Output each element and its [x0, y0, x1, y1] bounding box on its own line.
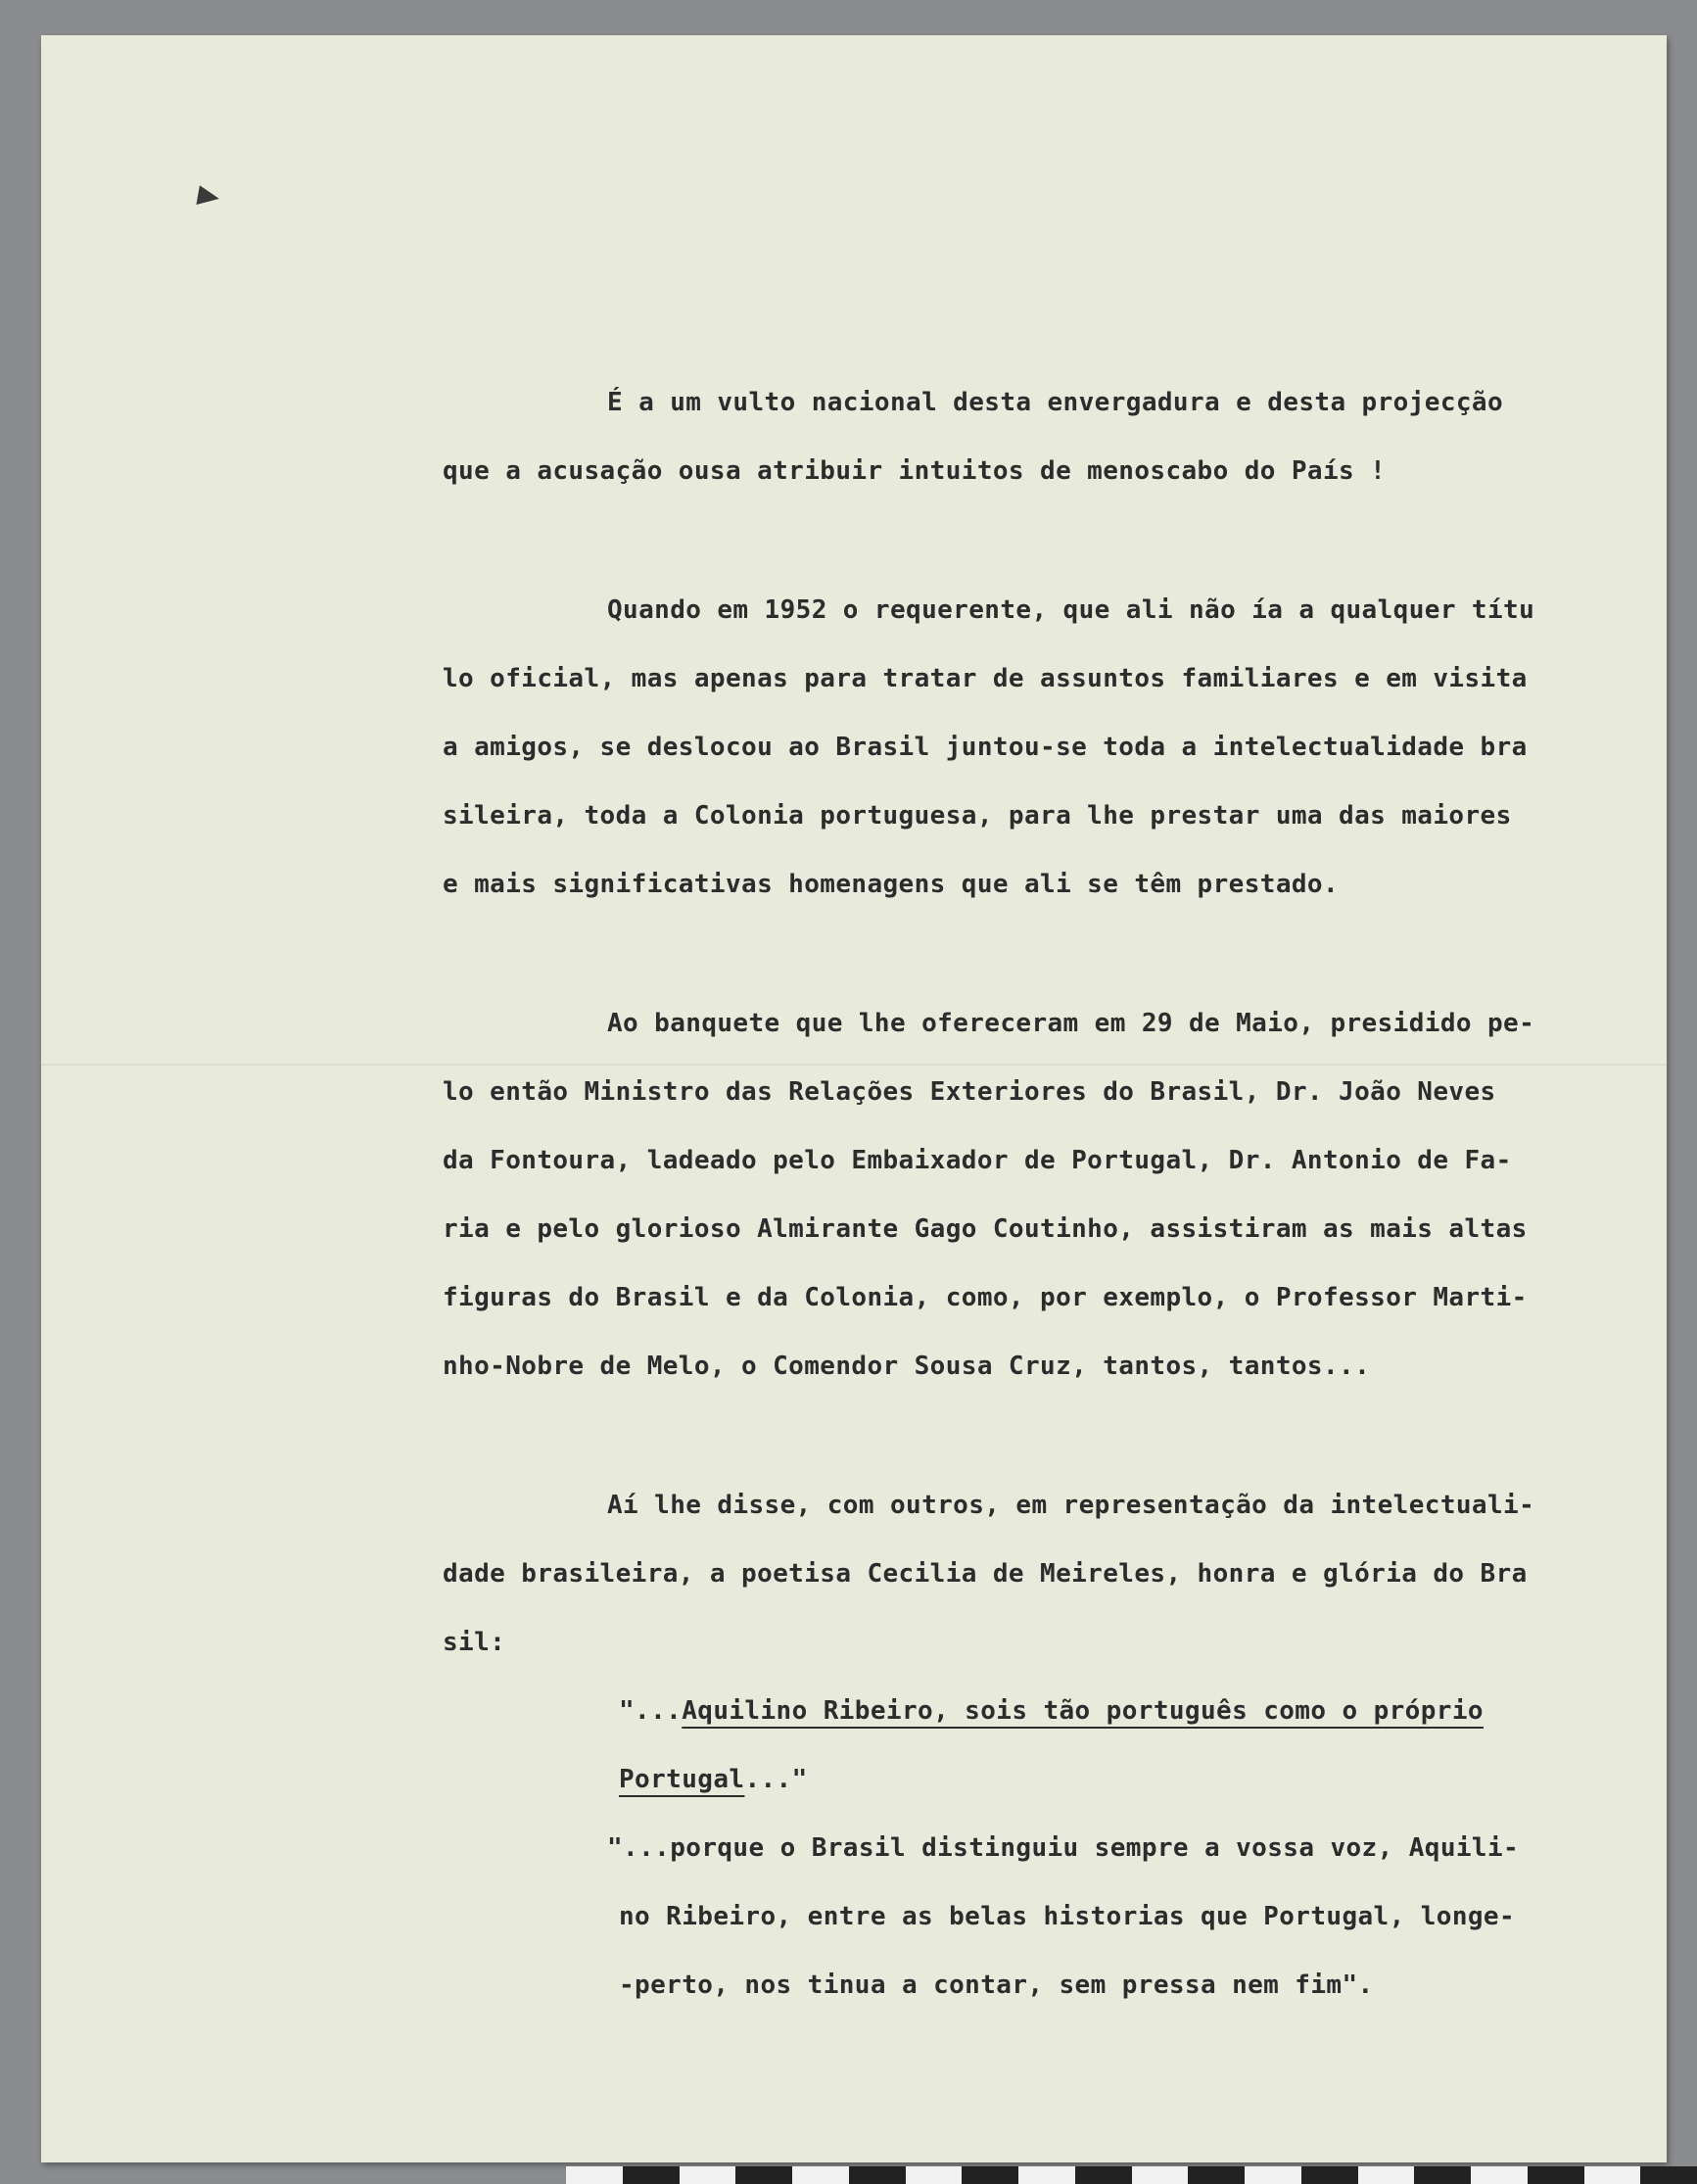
quote-underlined-text: Portugal: [619, 1765, 745, 1794]
text-line: da Fontoura, ladeado pelo Embaixador de Portugal, Dr. Antonio de Fa-: [443, 1146, 1512, 1175]
text-line: Quando em 1952 o requerente, que ali não ía a qualquer títu: [607, 595, 1535, 625]
margin-arrow-mark: [196, 185, 220, 209]
quote-1: [443, 1677, 1579, 1814]
quote-close: ...": [744, 1765, 808, 1794]
paragraph-2: [443, 576, 1579, 919]
quote-line: [443, 1745, 1579, 1814]
text-line: a amigos, se deslocou ao Brasil juntou-se toda a intelectualidade bra: [443, 733, 1528, 762]
quote-line: -perto, nos tinua a contar, sem pressa nem fim".: [619, 1970, 1374, 2000]
text-line: Ao banquete que lhe ofereceram em 29 de Maio, presidido pe-: [607, 1009, 1535, 1038]
document-page: [41, 35, 1667, 2162]
text-line: É a um vulto nacional desta envergadura e desta projecção: [607, 388, 1504, 417]
color-scale-strip: [566, 2166, 1697, 2184]
text-line: sileira, toda a Colonia portuguesa, para lhe prestar uma das maiores: [443, 801, 1512, 831]
text-line: dade brasileira, a poetisa Cecilia de Meireles, honra e glória do Bra: [443, 1559, 1528, 1589]
quote-2: [443, 1814, 1579, 2019]
document-body: [443, 368, 1579, 2019]
text-line: lo oficial, mas apenas para tratar de assuntos familiares e em visita: [443, 664, 1528, 693]
quote-line: [443, 1677, 1579, 1745]
text-line: sil:: [443, 1628, 506, 1657]
text-line: figuras do Brasil e da Colonia, como, por exemplo, o Professor Marti-: [443, 1283, 1528, 1312]
text-line: que a acusação ousa atribuir intuitos de menoscabo do País !: [443, 456, 1387, 486]
text-line: nho-Nobre de Melo, o Comendor Sousa Cruz, tantos, tantos...: [443, 1352, 1371, 1381]
paragraph-3: [443, 989, 1579, 1401]
text-line: lo então Ministro das Relações Exteriores do Brasil, Dr. João Neves: [443, 1077, 1496, 1107]
quote-line: "...porque o Brasil distinguiu sempre a vossa voz, Aquili-: [607, 1833, 1520, 1863]
quote-line: no Ribeiro, entre as belas historias que Portugal, longe-: [619, 1902, 1516, 1931]
text-line: e mais significativas homenagens que ali se têm prestado.: [443, 870, 1340, 899]
quote-open: "...: [619, 1696, 683, 1726]
quote-underlined-text: Aquilino Ribeiro, sois tão português como o próprio: [682, 1696, 1484, 1726]
text-line: Aí lhe disse, com outros, em representação da intelectuali-: [607, 1491, 1535, 1520]
paragraph-4: [443, 1471, 1579, 1677]
text-line: ria e pelo glorioso Almirante Gago Coutinho, assistiram as mais altas: [443, 1214, 1528, 1244]
paragraph-1: [443, 368, 1579, 505]
